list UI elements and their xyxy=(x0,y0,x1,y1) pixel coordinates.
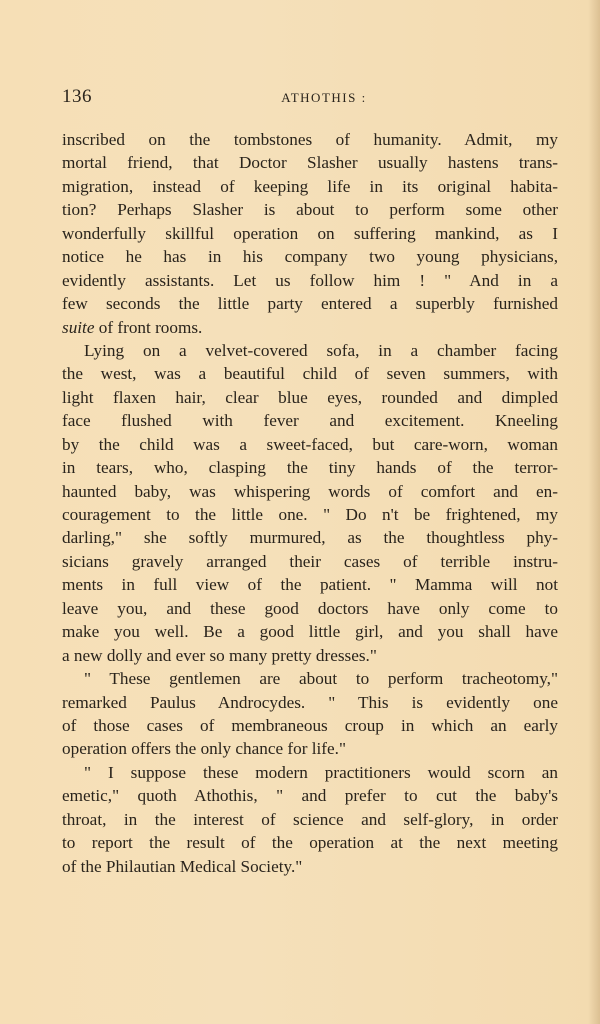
text-line: emetic," quoth Athothis, " and prefer to cut the baby's xyxy=(62,786,558,806)
text-line: few seconds the little party entered a superbly furnished xyxy=(62,294,558,314)
text-line: light flaxen hair, clear blue eyes, rounded and dimpled xyxy=(62,387,558,407)
running-head xyxy=(62,86,558,110)
page-number: 136 xyxy=(62,86,92,107)
text-line: Lying on a velvet-covered sofa, in a chamber facing xyxy=(84,340,558,360)
text-line: migration, instead of keeping life in its original habita- xyxy=(62,176,558,196)
text-line: darling," she softly murmured, as the thoughtless phy- xyxy=(62,528,558,548)
text-line: notice he has in his company two young physicians, xyxy=(62,247,558,267)
text-line: a new dolly and ever so many pretty dresses." xyxy=(62,645,377,665)
text-line: " These gentlemen are about to perform tracheotomy," xyxy=(84,669,558,689)
text-line: sicians gravely arranged their cases of terrible instru- xyxy=(62,551,558,571)
text-line: face flushed with fever and excitement. Kneeling xyxy=(62,411,558,431)
text-line: make you well. Be a good little girl, and you shall have xyxy=(62,622,558,642)
text-line: throat, in the interest of science and self-glory, in order xyxy=(62,809,558,829)
text-line: remarked Paulus Androcydes. " This is evidently one xyxy=(62,692,558,712)
text-line: operation offers the only chance for life." xyxy=(62,739,346,759)
text-run: of front rooms. xyxy=(94,317,203,337)
text-line: mortal friend, that Doctor Slasher usually hastens trans- xyxy=(62,153,558,173)
text-line: of the Philautian Medical Society." xyxy=(62,856,303,876)
body-text xyxy=(62,128,558,878)
text-line: " I suppose these modern practitioners would scorn an xyxy=(84,762,558,782)
text-line: haunted baby, was whispering words of comfort and en- xyxy=(62,481,558,501)
text-line: by the child was a sweet-faced, but care-worn, woman xyxy=(62,434,558,454)
running-title: ATHOTHIS : xyxy=(281,90,367,105)
text-line: wonderfully skillful operation on suffering mankind, as I xyxy=(62,223,558,243)
text-line: inscribed on the tombstones of humanity. Admit, my xyxy=(62,130,558,149)
text-line: couragement to the little one. " Do n't be frightened, my xyxy=(62,505,558,524)
text-line: the west, was a beautiful child of seven summers, with xyxy=(62,364,558,384)
text-line: in tears, who, clasping the tiny hands of the terror- xyxy=(62,458,558,478)
page-edge-shadow xyxy=(588,0,600,1024)
text-line: leave you, and these good doctors have only come to xyxy=(62,598,558,618)
text-line: tion? Perhaps Slasher is about to perform some other xyxy=(62,200,558,220)
text-line xyxy=(62,316,558,339)
text-line: evidently assistants. Let us follow him ! " And in a xyxy=(62,270,558,290)
italic-run: suite xyxy=(62,317,95,337)
text-line: ments in full view of the patient. " Mamma will not xyxy=(62,575,558,595)
text-line: to report the result of the operation at the next meeting xyxy=(62,833,558,853)
text-line: of those cases of membraneous croup in which an early xyxy=(62,715,558,735)
